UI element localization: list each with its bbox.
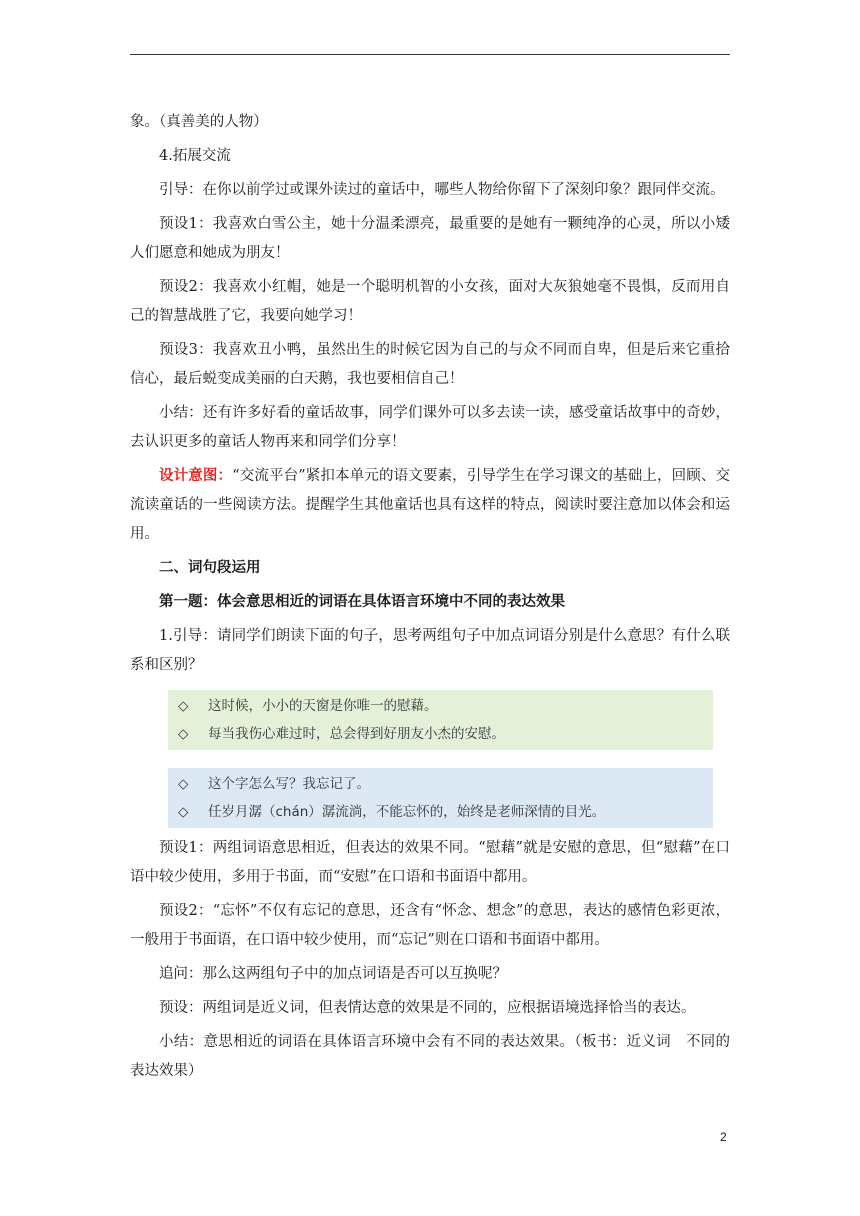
example-line: ◇ 这个字怎么写？我忘记了。 — [178, 770, 703, 798]
paragraph: 预设：两组词是近义词，但表情达意的效果是不同的，应根据语境选择恰当的表达。 — [159, 1000, 696, 1016]
example-box-green — [168, 690, 713, 750]
paragraph: 预设2：我喜欢小红帽，她是一个聪明机智的小女孩，面对大灰狼她毫不畏惧，反而用自己的智慧战胜了它，我要向她学习！ — [130, 279, 730, 324]
paragraph: 追问：那么这两组句子中的加点词语是否可以互换呢？ — [159, 966, 507, 982]
example-line: ◇ 每当我伤心难过时，总会得到好朋友小杰的安慰。 — [178, 720, 703, 748]
page-number: 2 — [720, 1130, 727, 1144]
section-heading: 二、词句段运用 — [159, 560, 261, 576]
diamond-icon: ◇ — [178, 726, 189, 742]
diamond-icon: ◇ — [178, 698, 189, 714]
example-line: ◇ 任岁月潺（chán）潺流淌，不能忘怀的，始终是老师深情的目光。 — [178, 798, 703, 826]
example-box-blue — [168, 768, 713, 828]
question-heading: 第一题：体会意思相近的词语在具体语言环境中不同的表达效果 — [159, 594, 565, 610]
paragraph: 预设1：我喜欢白雪公主，她十分温柔漂亮，最重要的是她有一颗纯净的心灵，所以小矮人们愿意和她成为朋友！ — [130, 216, 730, 261]
paragraph: 预设2：“忘怀”不仅有忘记的意思，还含有“怀念、想念”的意思，表达的感情色彩更浓，一般用于书面语，在口语中较少使用，而“忘记”则在口语和书面语中都用。 — [130, 903, 730, 948]
subheading-expand: 4.拓展交流 — [159, 148, 231, 164]
design-intent — [130, 462, 730, 549]
example-line: ◇ 这时候，小小的天窗是你唯一的慰藉。 — [178, 692, 703, 720]
paragraph: 预设3：我喜欢丑小鸭，虽然出生的时候它因为自己的与众不同而自卑，但是后来它重拾信心，最后蜕变成美丽的白天鹅，我也要相信自己！ — [130, 342, 730, 387]
design-intent-text: “交流平台”紧扣本单元的语文要素，引导学生在学习课文的基础上，回顾、交流读童话的一些阅读方法。提醒学生其他童话也具有这样的特点，阅读时要注意加以体会和运用。 — [130, 468, 731, 542]
design-intent-label: 设计意图： — [159, 468, 233, 484]
paragraph: 象。（真善美的人物） — [130, 114, 268, 130]
paragraph: 小结：还有许多好看的童话故事，同学们课外可以多去读一读，感受童话故事中的奇妙，去认识更多的童话人物再来和同学们分享！ — [130, 405, 730, 450]
paragraph: 小结：意思相近的词语在具体语言环境中会有不同的表达效果。（板书：近义词 不同的表达效果） — [130, 1034, 730, 1079]
guide-paragraph: 1.引导：请同学们朗读下面的句子，思考两组句子中加点词语分别是什么意思？有什么联系和区别？ — [130, 628, 730, 673]
diamond-icon: ◇ — [178, 804, 189, 820]
page-body — [130, 108, 730, 1091]
header-rule — [130, 54, 730, 55]
paragraph: 引导：在你以前学过或课外读过的童话中，哪些人物给你留下了深刻印象？跟同伴交流。 — [159, 182, 725, 198]
paragraph: 预设1：两组词语意思相近，但表达的效果不同。“慰藉”就是安慰的意思，但“慰藉”在口语中较少使用，多用于书面，而“安慰”在口语和书面语中都用。 — [130, 840, 730, 885]
diamond-icon: ◇ — [178, 776, 189, 792]
